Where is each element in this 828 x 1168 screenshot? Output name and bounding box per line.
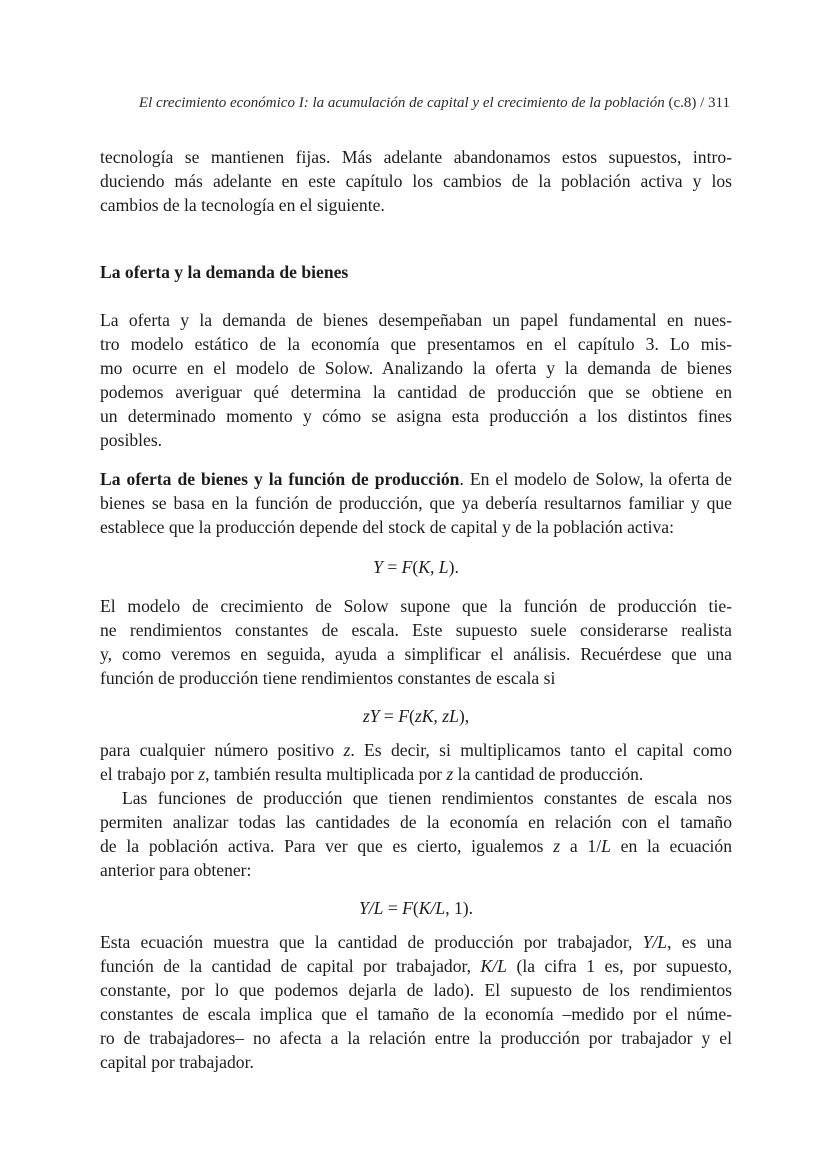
paragraph-positive-z xyxy=(100,738,732,786)
paragraph-per-worker xyxy=(100,786,732,882)
text-line xyxy=(100,834,732,858)
text-line xyxy=(100,491,732,515)
text-line xyxy=(100,467,732,491)
text-line xyxy=(100,145,732,169)
text-line xyxy=(100,738,732,762)
paragraph-supply-demand xyxy=(100,308,732,452)
paragraph-conclusion xyxy=(100,930,732,1074)
text-segment: . Es decir, si multiplicamos tanto el capital como xyxy=(350,740,733,760)
text-segment: (la cifra 1 es, por supuesto, xyxy=(506,956,732,976)
running-header xyxy=(100,92,730,114)
text-line xyxy=(100,858,732,882)
italic-text: z xyxy=(553,836,561,856)
text-segment: a 1/ xyxy=(560,836,602,856)
text-segment: bienes se basa en la función de producción, que ya debería resultarnos familiar y que xyxy=(100,493,732,513)
italic-text: z xyxy=(446,764,454,784)
paragraph-intro xyxy=(100,145,732,217)
italic-text: zY xyxy=(362,706,380,726)
text-segment: tro modelo estático de la economía que presentamos en el capítulo 3. Lo mis- xyxy=(100,334,732,354)
text-segment: , también resulta multiplicada por xyxy=(205,764,447,784)
text-line xyxy=(100,666,732,690)
text-segment: ro de trabajadores– no afecta a la relación entre la producción por trabajador y el xyxy=(100,1028,732,1048)
text-line xyxy=(100,356,732,380)
text-line xyxy=(100,1002,732,1026)
italic-text: K/L xyxy=(480,956,507,976)
text-segment: La oferta y la demanda de bienes desempeñaban un papel fundamental en nues- xyxy=(100,310,732,330)
text-segment: tecnología se mantienen fijas. Más adelante abandonamos estos supuestos, intro- xyxy=(100,147,732,167)
text-line xyxy=(100,642,732,666)
text-line xyxy=(100,515,732,539)
text-segment: para cualquier número positivo xyxy=(100,740,344,760)
text-line xyxy=(100,1026,732,1050)
text-segment: ( xyxy=(408,706,415,726)
text-segment: capital por trabajador. xyxy=(100,1052,254,1072)
text-segment: Las funciones de producción que tienen rendimientos constantes de escala nos xyxy=(122,788,732,808)
text-line xyxy=(100,762,732,786)
text-segment: anterior para obtener: xyxy=(100,860,252,880)
italic-text: Y/L xyxy=(358,898,384,918)
text-line xyxy=(100,380,732,404)
text-segment: función de producción tiene rendimientos constantes de escala si xyxy=(100,668,556,688)
text-line xyxy=(100,978,732,1002)
text-segment: el trabajo por xyxy=(100,764,199,784)
italic-text: K, L xyxy=(418,557,449,577)
text-line xyxy=(100,169,732,193)
text-segment: constante, por lo que podemos dejarla de lado). El supuesto de los rendimientos xyxy=(100,980,732,1000)
text-line xyxy=(100,594,732,618)
text-segment: permiten analizar todas las cantidades de la economía en relación con el tamaño xyxy=(100,812,732,832)
text-segment: cambios de la tecnología en el siguiente. xyxy=(100,195,385,215)
text-segment: ( xyxy=(412,557,419,577)
equation-scale xyxy=(100,704,732,728)
text-segment: de la población activa. Para ver que es cierto, igualemos xyxy=(100,836,554,856)
text-segment: , es una xyxy=(667,932,732,952)
text-segment: Esta ecuación muestra que la cantidad de producción por trabajador, xyxy=(100,932,643,952)
text-segment: podemos averiguar qué determina la cantidad de producción que se obtiene en xyxy=(100,382,732,402)
italic-text: L xyxy=(601,836,611,856)
italic-text: Y xyxy=(373,557,383,577)
italic-text: F xyxy=(401,557,413,577)
text-line xyxy=(100,896,732,920)
text-line xyxy=(100,704,732,728)
text-line xyxy=(100,786,732,810)
bold-text: La oferta de bienes y la función de producción xyxy=(100,469,460,489)
paragraph-constant-returns xyxy=(100,594,732,690)
text-line xyxy=(100,260,732,284)
text-segment: = xyxy=(379,706,399,726)
text-line xyxy=(100,555,732,579)
text-segment: duciendo más adelante en este capítulo los cambios de la población activa y los xyxy=(100,171,732,191)
paragraph-production-function xyxy=(100,467,732,539)
italic-text: zK, zL xyxy=(414,706,459,726)
text-segment: en la ecuación xyxy=(610,836,732,856)
text-segment: establece que la producción depende del stock de capital y de la población activa: xyxy=(100,517,674,537)
equation-per-worker xyxy=(100,896,732,920)
text-segment: El modelo de crecimiento de Solow supone que la función de producción tie- xyxy=(100,596,732,616)
text-segment: mo ocurre en el modelo de Solow. Analizando la oferta y la demanda de bienes xyxy=(100,358,732,378)
italic-text: K/L xyxy=(418,898,446,918)
text-segment: constantes de escala implica que el tamaño de la economía –medido por el núme- xyxy=(100,1004,732,1024)
text-segment: ), xyxy=(458,706,470,726)
text-line xyxy=(100,332,732,356)
chapter-label: (c.8) xyxy=(664,95,697,111)
text-segment: posibles. xyxy=(100,430,163,450)
italic-text: z xyxy=(198,764,206,784)
equation-production xyxy=(100,555,732,579)
text-line xyxy=(100,810,732,834)
running-title: El crecimiento económico I: la acumulación de capital y el crecimiento de la población xyxy=(138,95,665,111)
text-segment: y, como veremos en seguida, ayuda a simplificar el análisis. Recuérdese que una xyxy=(100,644,732,664)
text-segment: ne rendimientos constantes de escala. Este supuesto suele considerarse realista xyxy=(100,620,732,640)
italic-text: Y/L xyxy=(642,932,668,952)
text-segment: = xyxy=(382,557,402,577)
italic-text: z xyxy=(343,740,351,760)
text-line xyxy=(100,428,732,452)
text-segment: ( xyxy=(412,898,419,918)
text-line xyxy=(100,954,732,978)
text-segment: ). xyxy=(448,557,459,577)
text-line xyxy=(100,618,732,642)
text-line xyxy=(100,404,732,428)
bold-text: La oferta y la demanda de bienes xyxy=(100,262,349,282)
text-segment: = xyxy=(383,898,403,918)
text-segment: , 1). xyxy=(445,898,474,918)
page-number: / 311 xyxy=(696,95,730,111)
section-heading xyxy=(100,260,732,284)
text-segment: . En el modelo de Solow, la oferta de xyxy=(459,469,732,489)
italic-text: F xyxy=(402,898,413,918)
italic-text: F xyxy=(398,706,409,726)
text-segment: la cantidad de producción. xyxy=(453,764,644,784)
text-line xyxy=(100,1050,732,1074)
text-line xyxy=(100,193,732,217)
text-line xyxy=(100,930,732,954)
text-segment: un determinado momento y cómo se asigna esta producción a los distintos fines xyxy=(100,406,732,426)
text-segment: función de la cantidad de capital por trabajador, xyxy=(100,956,481,976)
text-line xyxy=(100,308,732,332)
